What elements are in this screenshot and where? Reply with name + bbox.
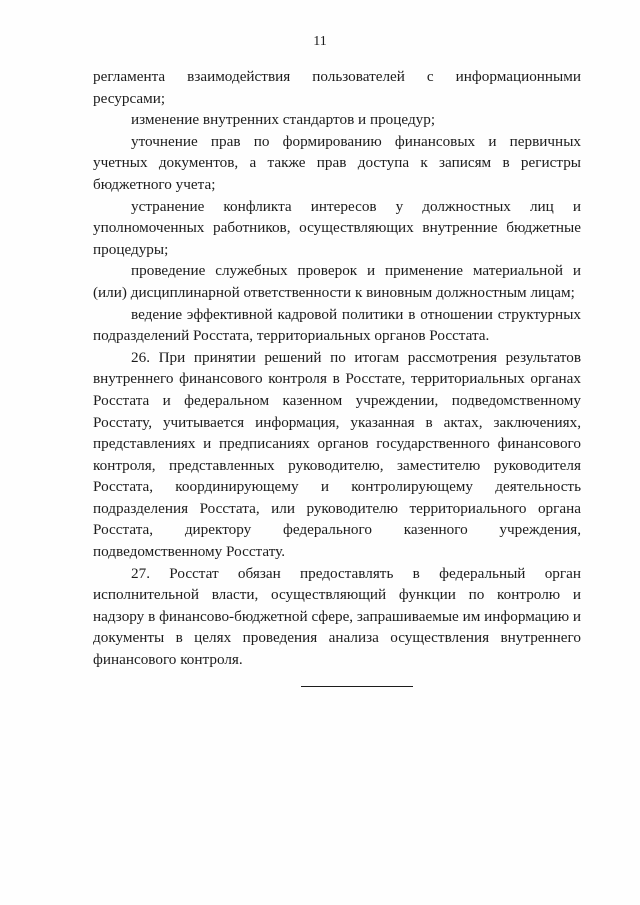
paragraph-regulation-continuation: регламента взаимодействия пользователей с информационными ресурсами; bbox=[93, 68, 581, 107]
paragraph-clause-27: 27. Росстат обязан предоставлять в федеральный орган исполнительной власти, осуществляющий функции по контролю и надзору в финансово-бюджетной сфере, запрашиваемые им информацию и документы в целях проведения анализа осуществления внутреннего финансового контроля. bbox=[93, 564, 581, 669]
paragraph-access-rights: уточнение прав по формированию финансовых и первичных учетных документов, а также прав доступа к записям в регистры бюджетного учета; bbox=[93, 132, 581, 193]
paragraph-official-inspections: проведение служебных проверок и применение материальной и (или) дисциплинарной ответственности к виновным должностным лицам; bbox=[93, 262, 581, 301]
document-body bbox=[93, 66, 581, 671]
paragraph-conflict-of-interest: устранение конфликта интересов у должностных лиц и уполномоченных работников, осуществляющих внутренние бюджетные процедуры; bbox=[93, 197, 581, 258]
closing-rule bbox=[301, 686, 413, 687]
paragraph-internal-standards: изменение внутренних стандартов и процедур; bbox=[131, 111, 436, 129]
paragraph-personnel-policy: ведение эффективной кадровой политики в отношении структурных подразделений Росстата, территориальных органов Росстата. bbox=[93, 305, 581, 345]
page-number: 11 bbox=[313, 34, 327, 49]
paragraph-clause-26: 26. При принятии решений по итогам рассмотрения результатов внутреннего финансового контроля в Росстате, территориальных органах Росстата и федеральном казенном учреждении, подведомственному Росстату, учитывается информация, указанная в актах, заключениях, представлениях и предписаниях органов государственного финансового контроля, представленных руководителю, заместителю руководителя Росстата, координирующему и контролирующему деятельность подразделения Росстата, или руководителю территориального органа Росстата, директору федерального казенного учреждения, подведомственному Росстату. bbox=[93, 348, 581, 561]
